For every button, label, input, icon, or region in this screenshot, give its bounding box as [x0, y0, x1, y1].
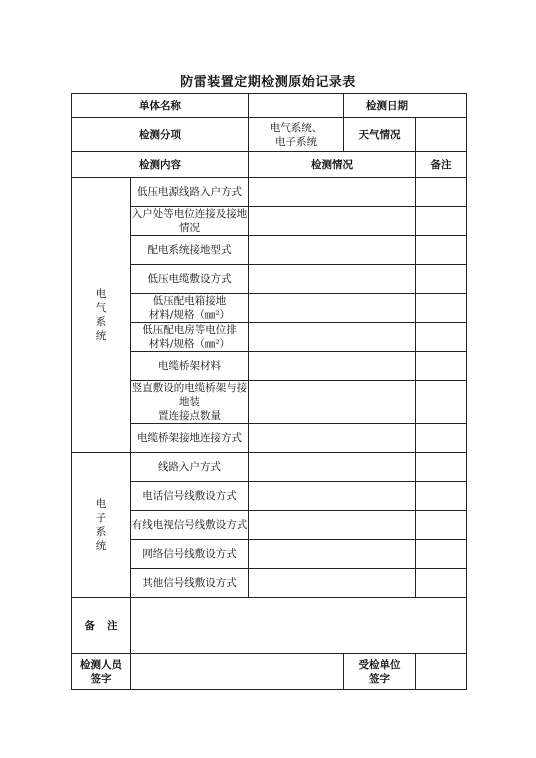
notes-field[interactable] — [131, 598, 467, 654]
status-cell[interactable] — [249, 540, 416, 569]
table-row — [72, 511, 467, 540]
item-label: 入户处等电位连接及接地情况 — [131, 208, 248, 234]
category-value-line2: 电子系统 — [275, 135, 318, 148]
item-label: 线路入户方式 — [131, 453, 249, 482]
table-row — [72, 323, 467, 352]
item-label: 电缆桥架材料 — [131, 352, 249, 381]
item-label: 电缆桥架接地连接方式 — [131, 424, 249, 453]
column-header-row — [72, 152, 467, 178]
status-cell[interactable] — [249, 511, 416, 540]
inspector-signature-label: 检测人员 签字 — [72, 654, 131, 690]
table-row — [72, 178, 467, 207]
record-form-table — [71, 93, 467, 690]
item-label: 低压配电箱接地 材料/规格（㎜²） — [131, 294, 249, 323]
table-row — [72, 569, 467, 598]
table-row — [72, 453, 467, 482]
electronic-group-label: 电 子 系 统 — [72, 453, 131, 598]
item-label: 低压电缆敷设方式 — [131, 265, 249, 294]
status-cell[interactable] — [249, 381, 416, 424]
remarks-cell[interactable] — [416, 482, 467, 511]
column-status: 检测情况 — [249, 152, 416, 178]
remarks-cell[interactable] — [416, 236, 467, 265]
page-title: 防雷装置定期检测原始记录表 — [180, 75, 356, 90]
unit-name-field[interactable] — [249, 94, 344, 118]
signature-row — [72, 654, 467, 690]
notes-row — [72, 598, 467, 654]
category-field[interactable] — [249, 118, 344, 152]
status-cell[interactable] — [249, 207, 416, 236]
table-row — [72, 352, 467, 381]
item-label: 其他信号线敷设方式 — [131, 569, 249, 598]
column-content: 检测内容 — [72, 152, 249, 178]
status-cell[interactable] — [249, 323, 416, 352]
status-cell[interactable] — [249, 236, 416, 265]
column-remarks: 备注 — [416, 152, 467, 178]
remarks-cell[interactable] — [416, 265, 467, 294]
table-row — [72, 424, 467, 453]
remarks-cell[interactable] — [416, 540, 467, 569]
item-label: 低压电源线路入户方式 — [131, 178, 249, 207]
remarks-cell[interactable] — [416, 511, 467, 540]
table-row — [72, 540, 467, 569]
status-cell[interactable] — [249, 424, 416, 453]
remarks-cell[interactable] — [416, 178, 467, 207]
table-row — [72, 265, 467, 294]
category-label: 检测分项 — [72, 118, 249, 152]
header-row-unit — [72, 94, 467, 118]
item-label: 配电系统接地型式 — [131, 236, 249, 265]
item-label: 有线电视信号线敷设方式 — [131, 511, 249, 540]
table-row — [72, 236, 467, 265]
remarks-cell[interactable] — [416, 381, 467, 424]
status-cell[interactable] — [249, 569, 416, 598]
item-label: 低压配电房等电位排 材料/规格（㎜²） — [131, 323, 249, 352]
category-value-line1: 电气系统、 — [269, 121, 323, 134]
client-signature-field[interactable] — [416, 654, 467, 690]
status-cell[interactable] — [249, 265, 416, 294]
table-row — [72, 482, 467, 511]
status-cell[interactable] — [249, 482, 416, 511]
header-row-category — [72, 118, 467, 152]
status-cell[interactable] — [249, 178, 416, 207]
test-date-label: 检测日期 — [344, 94, 467, 118]
remarks-cell[interactable] — [416, 453, 467, 482]
weather-field[interactable] — [416, 118, 467, 152]
remarks-cell[interactable] — [416, 352, 467, 381]
table-row — [72, 294, 467, 323]
remarks-cell[interactable] — [416, 294, 467, 323]
unit-name-label: 单体名称 — [72, 94, 249, 118]
remarks-cell[interactable] — [416, 424, 467, 453]
notes-label: 备注 — [72, 598, 131, 654]
status-cell[interactable] — [249, 453, 416, 482]
client-signature-label: 受检单位 签字 — [344, 654, 416, 690]
weather-label: 天气情况 — [344, 118, 416, 152]
status-cell[interactable] — [249, 352, 416, 381]
remarks-cell[interactable] — [416, 323, 467, 352]
inspector-signature-field[interactable] — [131, 654, 344, 690]
item-label: 竖直敷设的电缆桥架与接地装 置连接点数量 — [131, 382, 248, 422]
table-row — [72, 381, 467, 424]
item-label: 电话信号线敷设方式 — [131, 482, 249, 511]
remarks-cell[interactable] — [416, 207, 467, 236]
table-row — [72, 207, 467, 236]
remarks-cell[interactable] — [416, 569, 467, 598]
status-cell[interactable] — [249, 294, 416, 323]
electrical-group-label: 电 气 系 统 — [72, 178, 131, 453]
item-label: 网络信号线敷设方式 — [131, 540, 249, 569]
